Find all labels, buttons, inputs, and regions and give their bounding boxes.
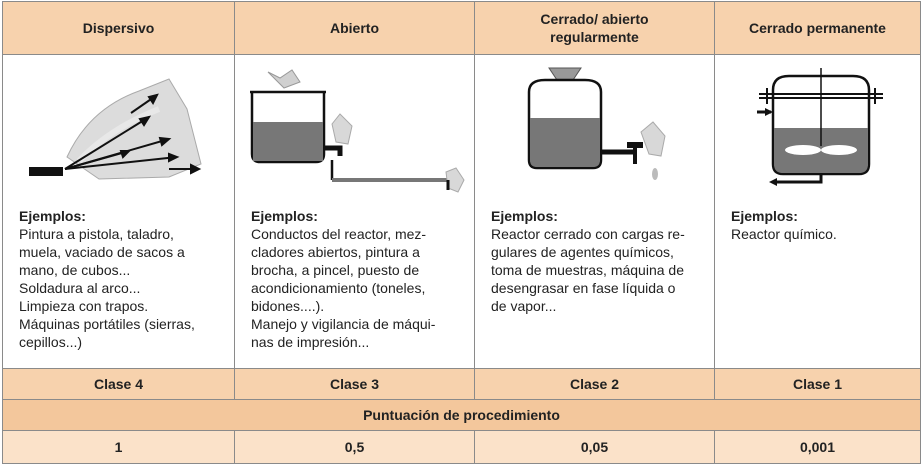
header-cerrado-abierto	[475, 2, 715, 55]
example-line: cladores abiertos, pintura a	[251, 244, 420, 260]
example-line: nas de impresión...	[251, 334, 370, 350]
example-line: Pintura a pistola, taladro,	[19, 226, 174, 242]
class-row	[3, 369, 921, 400]
score-class-4: 1	[3, 431, 235, 464]
example-line: bidones....).	[251, 298, 325, 314]
cell-dispersivo	[3, 55, 235, 369]
examples-label: Ejemplos:	[731, 208, 798, 224]
header-dispersivo: Dispersivo	[3, 2, 235, 55]
dispersive-process-icon	[19, 69, 219, 189]
header-row	[3, 2, 921, 55]
example-line: Reactor químico.	[731, 226, 837, 242]
example-line: Limpieza con trapos.	[19, 298, 149, 314]
examples-cerrado-abierto	[475, 203, 714, 315]
example-line: desengrasar en fase líquida o	[491, 280, 676, 296]
closed-reactor-icon	[733, 64, 903, 194]
example-line: toma de muestras, máquina de	[491, 262, 684, 278]
header-line: Cerrado/ abierto	[540, 11, 649, 27]
cell-cerrado-permanente	[715, 55, 921, 369]
example-line: gulares de agentes químicos,	[491, 244, 674, 260]
score-title: Puntuación de procedimiento	[3, 400, 921, 431]
example-line: Reactor cerrado con cargas re-	[491, 226, 685, 242]
header-line: regularmente	[550, 29, 639, 45]
example-line: Conductos del reactor, mez-	[251, 226, 427, 242]
procedure-classification-table	[2, 1, 921, 464]
score-title-row	[3, 400, 921, 431]
examples-row	[3, 55, 921, 369]
cell-abierto	[235, 55, 475, 369]
score-class-2: 0,05	[475, 431, 715, 464]
examples-dispersivo	[3, 203, 234, 351]
examples-cerrado-permanente	[715, 203, 920, 243]
example-line: brocha, a pincel, puesto de	[251, 262, 420, 278]
header-cerrado-permanente: Cerrado permanente	[715, 2, 921, 55]
class-3: Clase 3	[235, 369, 475, 400]
score-values-row	[3, 431, 921, 464]
score-class-3: 0,5	[235, 431, 475, 464]
examples-label: Ejemplos:	[491, 208, 558, 224]
class-1: Clase 1	[715, 369, 921, 400]
class-2: Clase 2	[475, 369, 715, 400]
score-class-1: 0,001	[715, 431, 921, 464]
examples-label: Ejemplos:	[251, 208, 318, 224]
class-4: Clase 4	[3, 369, 235, 400]
example-line: cepillos...)	[19, 334, 83, 350]
semi-closed-reactor-icon	[495, 64, 695, 194]
example-line: mano, de cubos...	[19, 262, 131, 278]
example-line: de vapor...	[491, 298, 557, 314]
example-line: Manejo y vigilancia de máqui-	[251, 316, 436, 332]
cell-cerrado-abierto	[475, 55, 715, 369]
example-line: muela, vaciado de sacos a	[19, 244, 185, 260]
header-abierto: Abierto	[235, 2, 475, 55]
example-line: Máquinas portátiles (sierras,	[19, 316, 195, 332]
example-line: acondicionamiento (toneles,	[251, 280, 426, 296]
examples-label: Ejemplos:	[19, 208, 86, 224]
examples-abierto	[235, 203, 474, 351]
open-reactor-icon	[240, 64, 470, 194]
example-line: Soldadura al arco...	[19, 280, 141, 296]
